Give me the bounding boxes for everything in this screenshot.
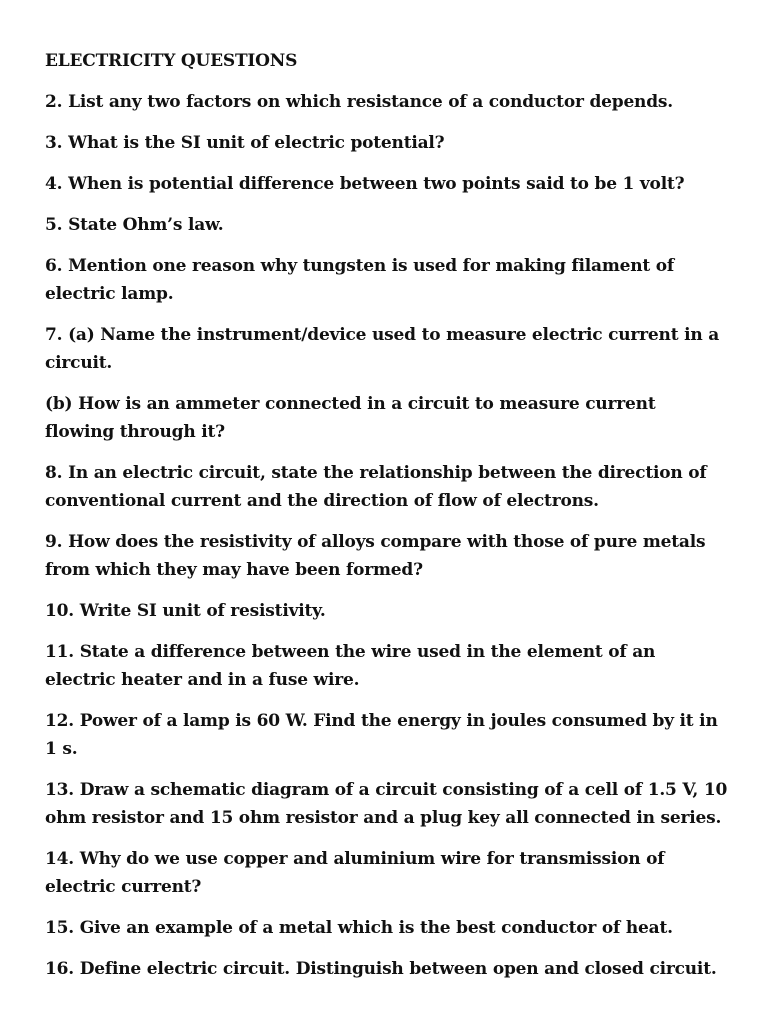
question-14: 14. Why do we use copper and aluminium wire for transmission of electric current? bbox=[45, 849, 665, 897]
question-5: 5. State Ohm’s law. bbox=[45, 215, 224, 235]
question-12: 12. Power of a lamp is 60 W. Find the energy in joules consumed by it in 1 s. bbox=[45, 711, 718, 759]
question-16: 16. Define electric circuit. Distinguish between open and closed circuit. bbox=[45, 959, 717, 979]
question-13: 13. Draw a schematic diagram of a circuit consisting of a cell of 1.5 V, 10 ohm resistor and 15 ohm resistor and a plug key all connected in series. bbox=[45, 780, 728, 828]
question-7b: (b) How is an ammeter connected in a circuit to measure current flowing through it? bbox=[45, 394, 656, 442]
document-title: ELECTRICITY QUESTIONS bbox=[45, 51, 298, 71]
question-15: 15. Give an example of a metal which is the best conductor of heat. bbox=[45, 918, 673, 938]
question-8: 8. In an electric circuit, state the relationship between the direction of conventional current and the direction of flow of electrons. bbox=[45, 463, 707, 511]
question-11: 11. State a difference between the wire used in the element of an electric heater and in a fuse wire. bbox=[45, 642, 656, 690]
question-7a: 7. (a) Name the instrument/device used to measure electric current in a circuit. bbox=[45, 325, 720, 373]
question-6: 6. Mention one reason why tungsten is used for making filament of electric lamp. bbox=[45, 256, 675, 304]
question-10: 10. Write SI unit of resistivity. bbox=[45, 601, 326, 621]
question-3: 3. What is the SI unit of electric potential? bbox=[45, 133, 445, 153]
question-9: 9. How does the resistivity of alloys compare with those of pure metals from which they may have been formed? bbox=[45, 532, 706, 580]
question-4: 4. When is potential difference between two points said to be 1 volt? bbox=[45, 174, 685, 194]
question-2: 2. List any two factors on which resistance of a conductor depends. bbox=[45, 92, 673, 112]
